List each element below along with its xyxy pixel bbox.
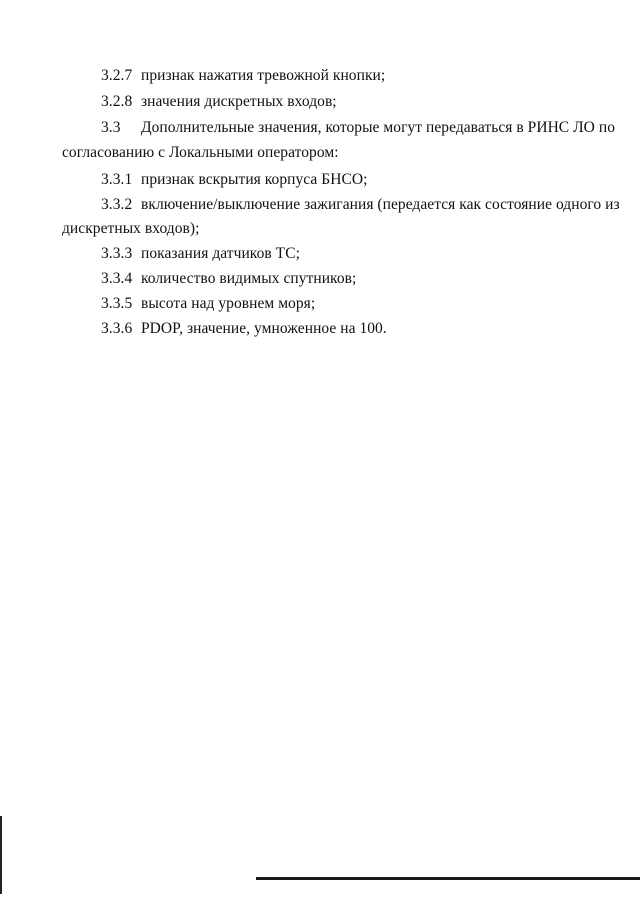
item-number: 3.3.6 <box>101 320 133 337</box>
list-item <box>101 294 315 314</box>
item-text: показания датчиков ТС; <box>141 245 300 262</box>
list-item <box>101 118 615 138</box>
item-number: 3.2.8 <box>101 93 133 110</box>
item-number: 3.2.7 <box>101 67 133 84</box>
item-text: включение/выключение зажигания (передается как состояние одного из <box>141 196 620 213</box>
item-continuation <box>62 219 199 239</box>
item-text-continued: дискретных входов); <box>62 220 200 237</box>
list-item <box>101 244 300 264</box>
item-text: PDOP, значение, умноженное на 100. <box>141 320 387 337</box>
scan-edge-mark <box>0 816 2 894</box>
list-item <box>101 319 387 339</box>
list-item <box>101 66 385 86</box>
item-number: 3.3.1 <box>101 171 133 188</box>
list-item <box>101 269 356 289</box>
item-text: высота над уровнем моря; <box>141 295 316 312</box>
item-number: 3.3.4 <box>101 270 133 287</box>
item-text: признак вскрытия корпуса БНСО; <box>141 171 368 188</box>
item-text: значения дискретных входов; <box>141 93 337 110</box>
item-number: 3.3.5 <box>101 295 133 312</box>
list-item <box>101 92 337 112</box>
item-number: 3.3.3 <box>101 245 133 262</box>
item-text: количество видимых спутников; <box>141 270 357 287</box>
item-text-continued: согласованию с Локальными оператором: <box>62 144 339 161</box>
item-continuation <box>62 143 339 163</box>
item-number: 3.3 <box>101 119 121 136</box>
list-item <box>101 195 620 215</box>
item-number: 3.3.2 <box>101 196 133 213</box>
scan-bottom-rule <box>256 877 640 880</box>
item-text: Дополнительные значения, которые могут передаваться в РИНС ЛО по <box>141 119 615 136</box>
item-text: признак нажатия тревожной кнопки; <box>141 67 386 84</box>
list-item <box>101 170 367 190</box>
